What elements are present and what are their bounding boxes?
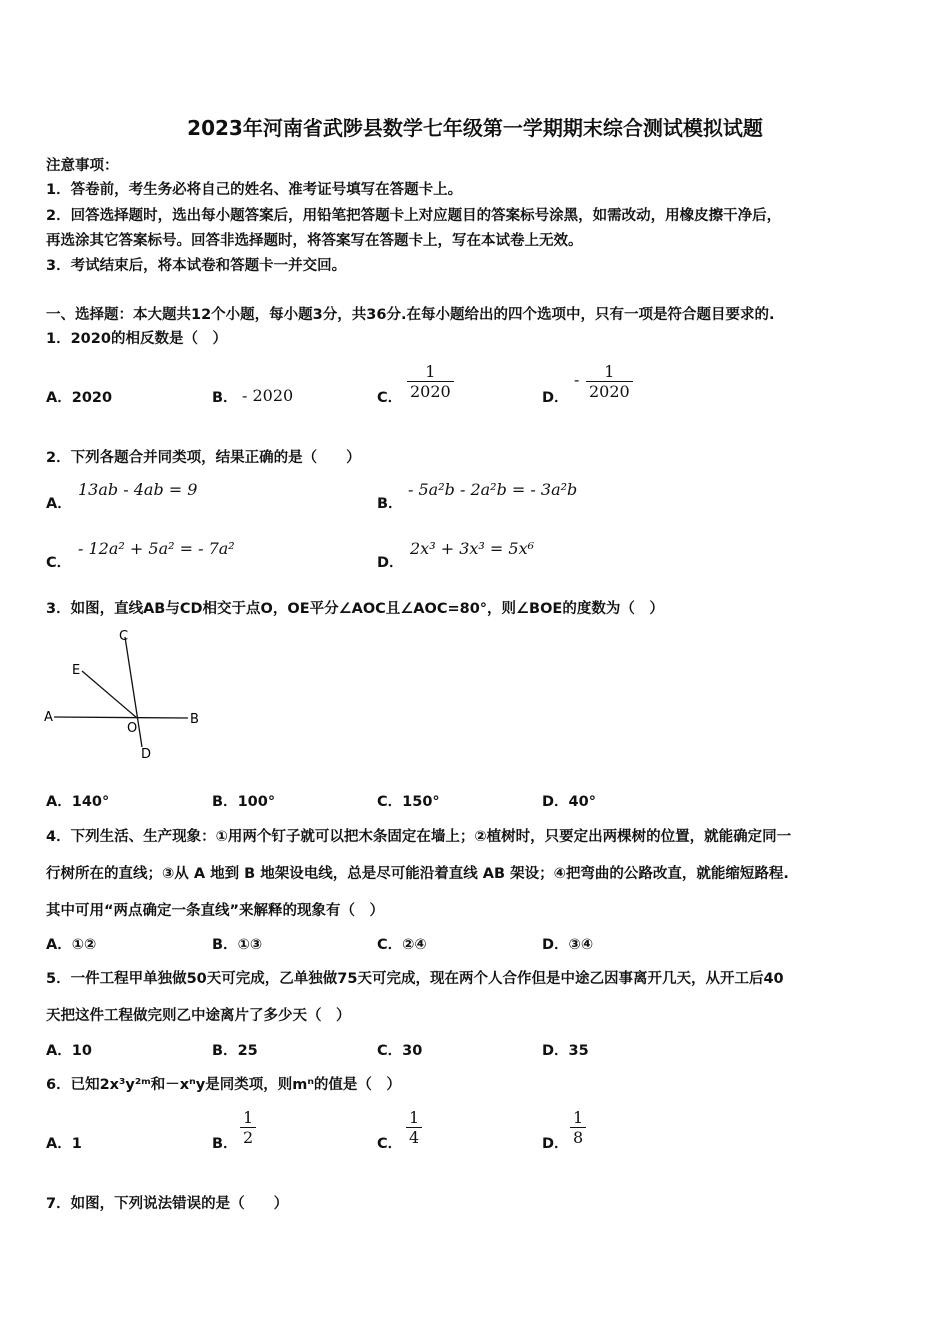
q5-text: 天把这件工程做完则乙中途离片了多少天（ ） <box>46 1008 351 1024</box>
q5-text: 5．一件工程甲单独做50天可完成，乙单独做75天可完成，现在两个人合作但是中途乙因事离开几天，从开工后40 <box>46 971 784 987</box>
q6-option-b-label: B． <box>212 1136 238 1152</box>
section-heading: 一、选择题：本大题共12个小题，每小题3分，共36分.在每小题给出的四个选项中，只有一项是符合题目要求的. <box>46 307 775 323</box>
q5-option-b: B．25 <box>212 1043 258 1059</box>
notice-item: 2．回答选择题时，选出每小题答案后，用铅笔把答题卡上对应题目的答案标号涂黑，如需改动，用橡皮擦干净后， <box>46 208 782 224</box>
label-d: D <box>141 747 152 762</box>
q3-option-a: A．140° <box>46 794 110 810</box>
q6-option-c-label: C． <box>377 1136 403 1152</box>
notice-item: 3．考试结束后，将本试卷和答题卡一并交回。 <box>46 258 347 274</box>
label-o: O <box>127 721 138 736</box>
q2-option-a: 13ab - 4ab = 9 <box>78 480 198 499</box>
q6-stem: 6．已知2x³y²ᵐ和－xⁿy是同类项，则mⁿ的值是（ ） <box>46 1077 401 1093</box>
q5-option-d: D．35 <box>542 1043 589 1059</box>
q2-option-b-label: B． <box>377 496 403 512</box>
q2-option-a-label: A． <box>46 496 72 512</box>
q1-option-d-fraction: $\frac{1}{2020}$ <box>586 362 633 401</box>
q3-option-b: B．100° <box>212 794 276 810</box>
q6-option-a: A．1 <box>46 1136 82 1152</box>
q2-stem: 2．下列各题合并同类项，结果正确的是（ ） <box>46 450 361 466</box>
q7-stem: 7．如图，下列说法错误的是（ ） <box>46 1196 289 1212</box>
q1-option-b-label: B． <box>212 390 238 406</box>
notice-item: 再选涂其它答案标号。回答非选择题时，将答案写在答题卡上，写在本试卷上无效。 <box>46 233 583 249</box>
q2-option-c-label: C． <box>46 555 72 571</box>
q3-figure <box>40 625 210 765</box>
q5-option-a: A．10 <box>46 1043 92 1059</box>
label-b: B <box>190 712 199 727</box>
label-a: A <box>44 710 53 725</box>
q1-option-a: A．2020 <box>46 390 113 406</box>
q6-option-b-fraction: $\frac{1}{2}$ <box>240 1108 256 1147</box>
q4-text: 行树所在的直线；③从 A 地到 B 地架设电线，总是尽可能沿着直线 AB 架设；④把弯曲的公路改直，就能缩短路程. <box>46 866 789 882</box>
q2-option-d-label: D． <box>377 555 404 571</box>
line-ab <box>54 717 188 718</box>
q6-option-d-fraction: $\frac{1}{8}$ <box>570 1108 586 1147</box>
ray-oe <box>82 671 137 718</box>
q5-option-c: C．30 <box>377 1043 423 1059</box>
q1-option-d-sign: - <box>574 370 580 389</box>
q4-option-c: C．②④ <box>377 937 427 953</box>
q2-option-d: 2x³ + 3x³ = 5x⁶ <box>410 539 535 558</box>
q4-text: 其中可用“两点确定一条直线”来解释的现象有（ ） <box>46 903 385 919</box>
label-c: C <box>119 629 129 644</box>
q1-option-d-label: D． <box>542 390 569 406</box>
q1-stem: 1．2020的相反数是（ ） <box>46 331 227 347</box>
q3-option-c: C．150° <box>377 794 440 810</box>
q2-option-b: - 5a²b - 2a²b = - 3a²b <box>408 480 578 499</box>
notice-item: 1．答卷前，考生务必将自己的姓名、准考证号填写在答题卡上。 <box>46 182 463 198</box>
q1-option-c-fraction: $\frac{1}{2020}$ <box>407 362 454 401</box>
q2-option-c: - 12a² + 5a² = - 7a² <box>78 539 235 558</box>
q6-option-c-fraction: $\frac{1}{4}$ <box>406 1108 422 1147</box>
q3-option-d: D．40° <box>542 794 596 810</box>
q4-option-a: A．①② <box>46 937 97 953</box>
label-e: E <box>72 663 81 678</box>
q3-stem: 3．如图，直线AB与CD相交于点O，OE平分∠AOC且∠AOC=80°，则∠BOE的度数为（ ） <box>46 601 664 617</box>
q4-option-b: B．①③ <box>212 937 263 953</box>
q4-text: 4．下列生活、生产现象：①用两个钉子就可以把木条固定在墙上；②植树时，只要定出两棵树的位置，就能确定同一 <box>46 829 792 845</box>
notice-heading: 注意事项： <box>46 158 119 174</box>
q1-option-b: - 2020 <box>242 386 294 405</box>
q1-option-c-label: C． <box>377 390 403 406</box>
q6-option-d-label: D． <box>542 1136 569 1152</box>
q4-option-d: D．③④ <box>542 937 594 953</box>
page-title: 2023年河南省武陟县数学七年级第一学期期末综合测试模拟试题 <box>187 116 763 140</box>
